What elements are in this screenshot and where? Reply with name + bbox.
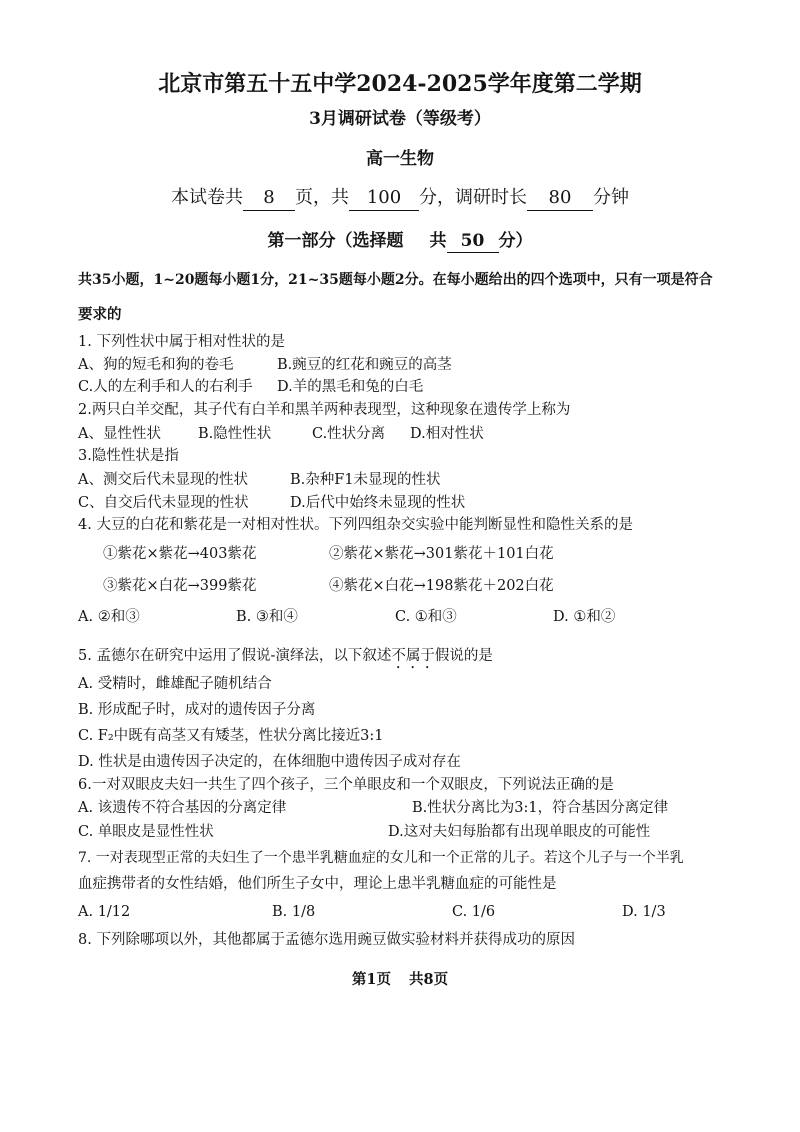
exam-title: 北京市第五十五中学2024-2025学年度第二学期 [158,71,642,97]
duration-blank: 80 [527,186,593,211]
q4-experiment-4: ④紫花×白花→198紫花＋202白花 [329,578,554,594]
q1-option-d: D.羊的黑毛和兔的白毛 [277,379,424,395]
page-footer [0,970,800,990]
q6-stem: 6.一对双眼皮夫妇一共生了四个孩子，三个单眼皮和一个双眼皮，下列说法正确的是 [78,777,614,793]
q5-stem-emphasis: 不属于 [391,648,435,664]
q5-stem [78,646,493,672]
q7-option-b: B. 1/8 [272,904,316,920]
q3-option-b: B.杂种F1未显现的性状 [290,472,441,488]
q7-stem-line2: 血症携带者的女性结婚，他们所生子女中，理论上患半乳糖血症的可能性是 [78,876,557,892]
exam-subtitle: 3月调研试卷（等级考） [309,109,491,129]
q3-stem: 3.隐性性状是指 [78,448,179,464]
info-text-1: 本试卷共 [171,187,243,208]
info-text-3: 分，调研时长 [419,187,527,208]
page-count-blank: 8 [243,186,295,211]
footer-page-label: 第1页 [351,971,391,988]
q6-option-b: B.性状分离比为3:1，符合基因分离定律 [412,800,669,816]
q4-option-d: D. ①和② [553,609,616,625]
exam-subject: 高一生物 [366,149,434,169]
part1-instruction-line2: 要求的 [78,306,122,323]
q4-experiment-1: ①紫花×紫花→403紫花 [103,546,257,562]
footer-total-label: 共8页 [409,971,449,988]
q4-option-a: A. ②和③ [78,609,140,625]
info-text-2: 页，共 [295,187,349,208]
q7-option-c: C. 1/6 [452,904,496,920]
q2-option-a: A、显性性状 [78,426,161,442]
q7-option-d: D. 1/3 [622,904,666,920]
q3-option-c: C、自交后代未显现的性状 [78,495,249,511]
part1-heading-post: 分） [498,231,533,251]
exam-info-line [0,186,800,211]
q4-option-c: C. ①和③ [395,609,457,625]
q7-stem-line1: 7. 一对表现型正常的夫妇生了一个患半乳糖血症的女儿和一个正常的儿子。若这个儿子与一个半乳 [78,850,684,866]
part1-heading-mid: 共 [429,231,447,251]
q1-stem: 1. 下列性状中属于相对性状的是 [78,334,285,350]
q4-experiment-3: ③紫花×白花→399紫花 [103,578,257,594]
q2-option-b: B.隐性性状 [198,426,272,442]
q2-stem: 2.两只白羊交配，其子代有白羊和黑羊两种表现型，这种现象在遗传学上称为 [78,402,571,418]
q5-stem-post: 假说的是 [434,648,493,664]
part1-score-blank: 50 [447,230,499,253]
part1-instruction-line1: 共35小题，1~20题每小题1分，21~35题每小题2分。在每小题给出的四个选项中，只有一项是符合 [78,272,713,288]
q1-option-c: C.人的左利手和人的右利手 [78,379,253,395]
q5-option-b: B. 形成配子时，成对的遗传因子分离 [78,702,316,718]
q6-option-d: D.这对夫妇每胎都有出现单眼皮的可能性 [388,824,651,840]
q5-option-c: C. F₂中既有高茎又有矮茎，性状分离比接近3:1 [78,728,384,744]
q4-experiment-2: ②紫花×紫花→301紫花＋101白花 [329,546,554,562]
q6-option-a: A. 该遗传不符合基因的分离定律 [78,800,287,816]
q8-stem: 8. 下列除哪项以外，其他都属于孟德尔选用豌豆做实验材料并获得成功的原因 [78,932,575,948]
q6-option-c: C. 单眼皮是显性性状 [78,824,214,840]
q5-option-d: D. 性状是由遗传因子决定的，在体细胞中遗传因子成对存在 [78,754,461,770]
total-score-blank: 100 [349,186,419,211]
q1-option-a: A、狗的短毛和狗的卷毛 [78,357,234,373]
q5-option-a: A. 受精时，雌雄配子随机结合 [78,676,272,692]
q3-option-d: D.后代中始终未显现的性状 [290,495,466,511]
q2-option-d: D.相对性状 [410,426,484,442]
q5-stem-pre: 5. 孟德尔在研究中运用了假说-演绎法，以下叙述 [78,648,392,664]
q4-option-b: B. ③和④ [236,609,298,625]
info-text-4: 分钟 [593,187,629,208]
part1-heading [0,230,800,253]
q4-stem: 4. 大豆的白花和紫花是一对相对性状。下列四组杂交实验中能判断显性和隐性关系的是 [78,517,633,533]
q3-option-a: A、测交后代未显现的性状 [78,472,248,488]
q2-option-c: C.性状分离 [312,426,386,442]
q7-option-a: A. 1/12 [78,904,131,920]
part1-heading-pre: 第一部分（选择题 [267,231,404,251]
q1-option-b: B.豌豆的红花和豌豆的高茎 [277,357,452,373]
